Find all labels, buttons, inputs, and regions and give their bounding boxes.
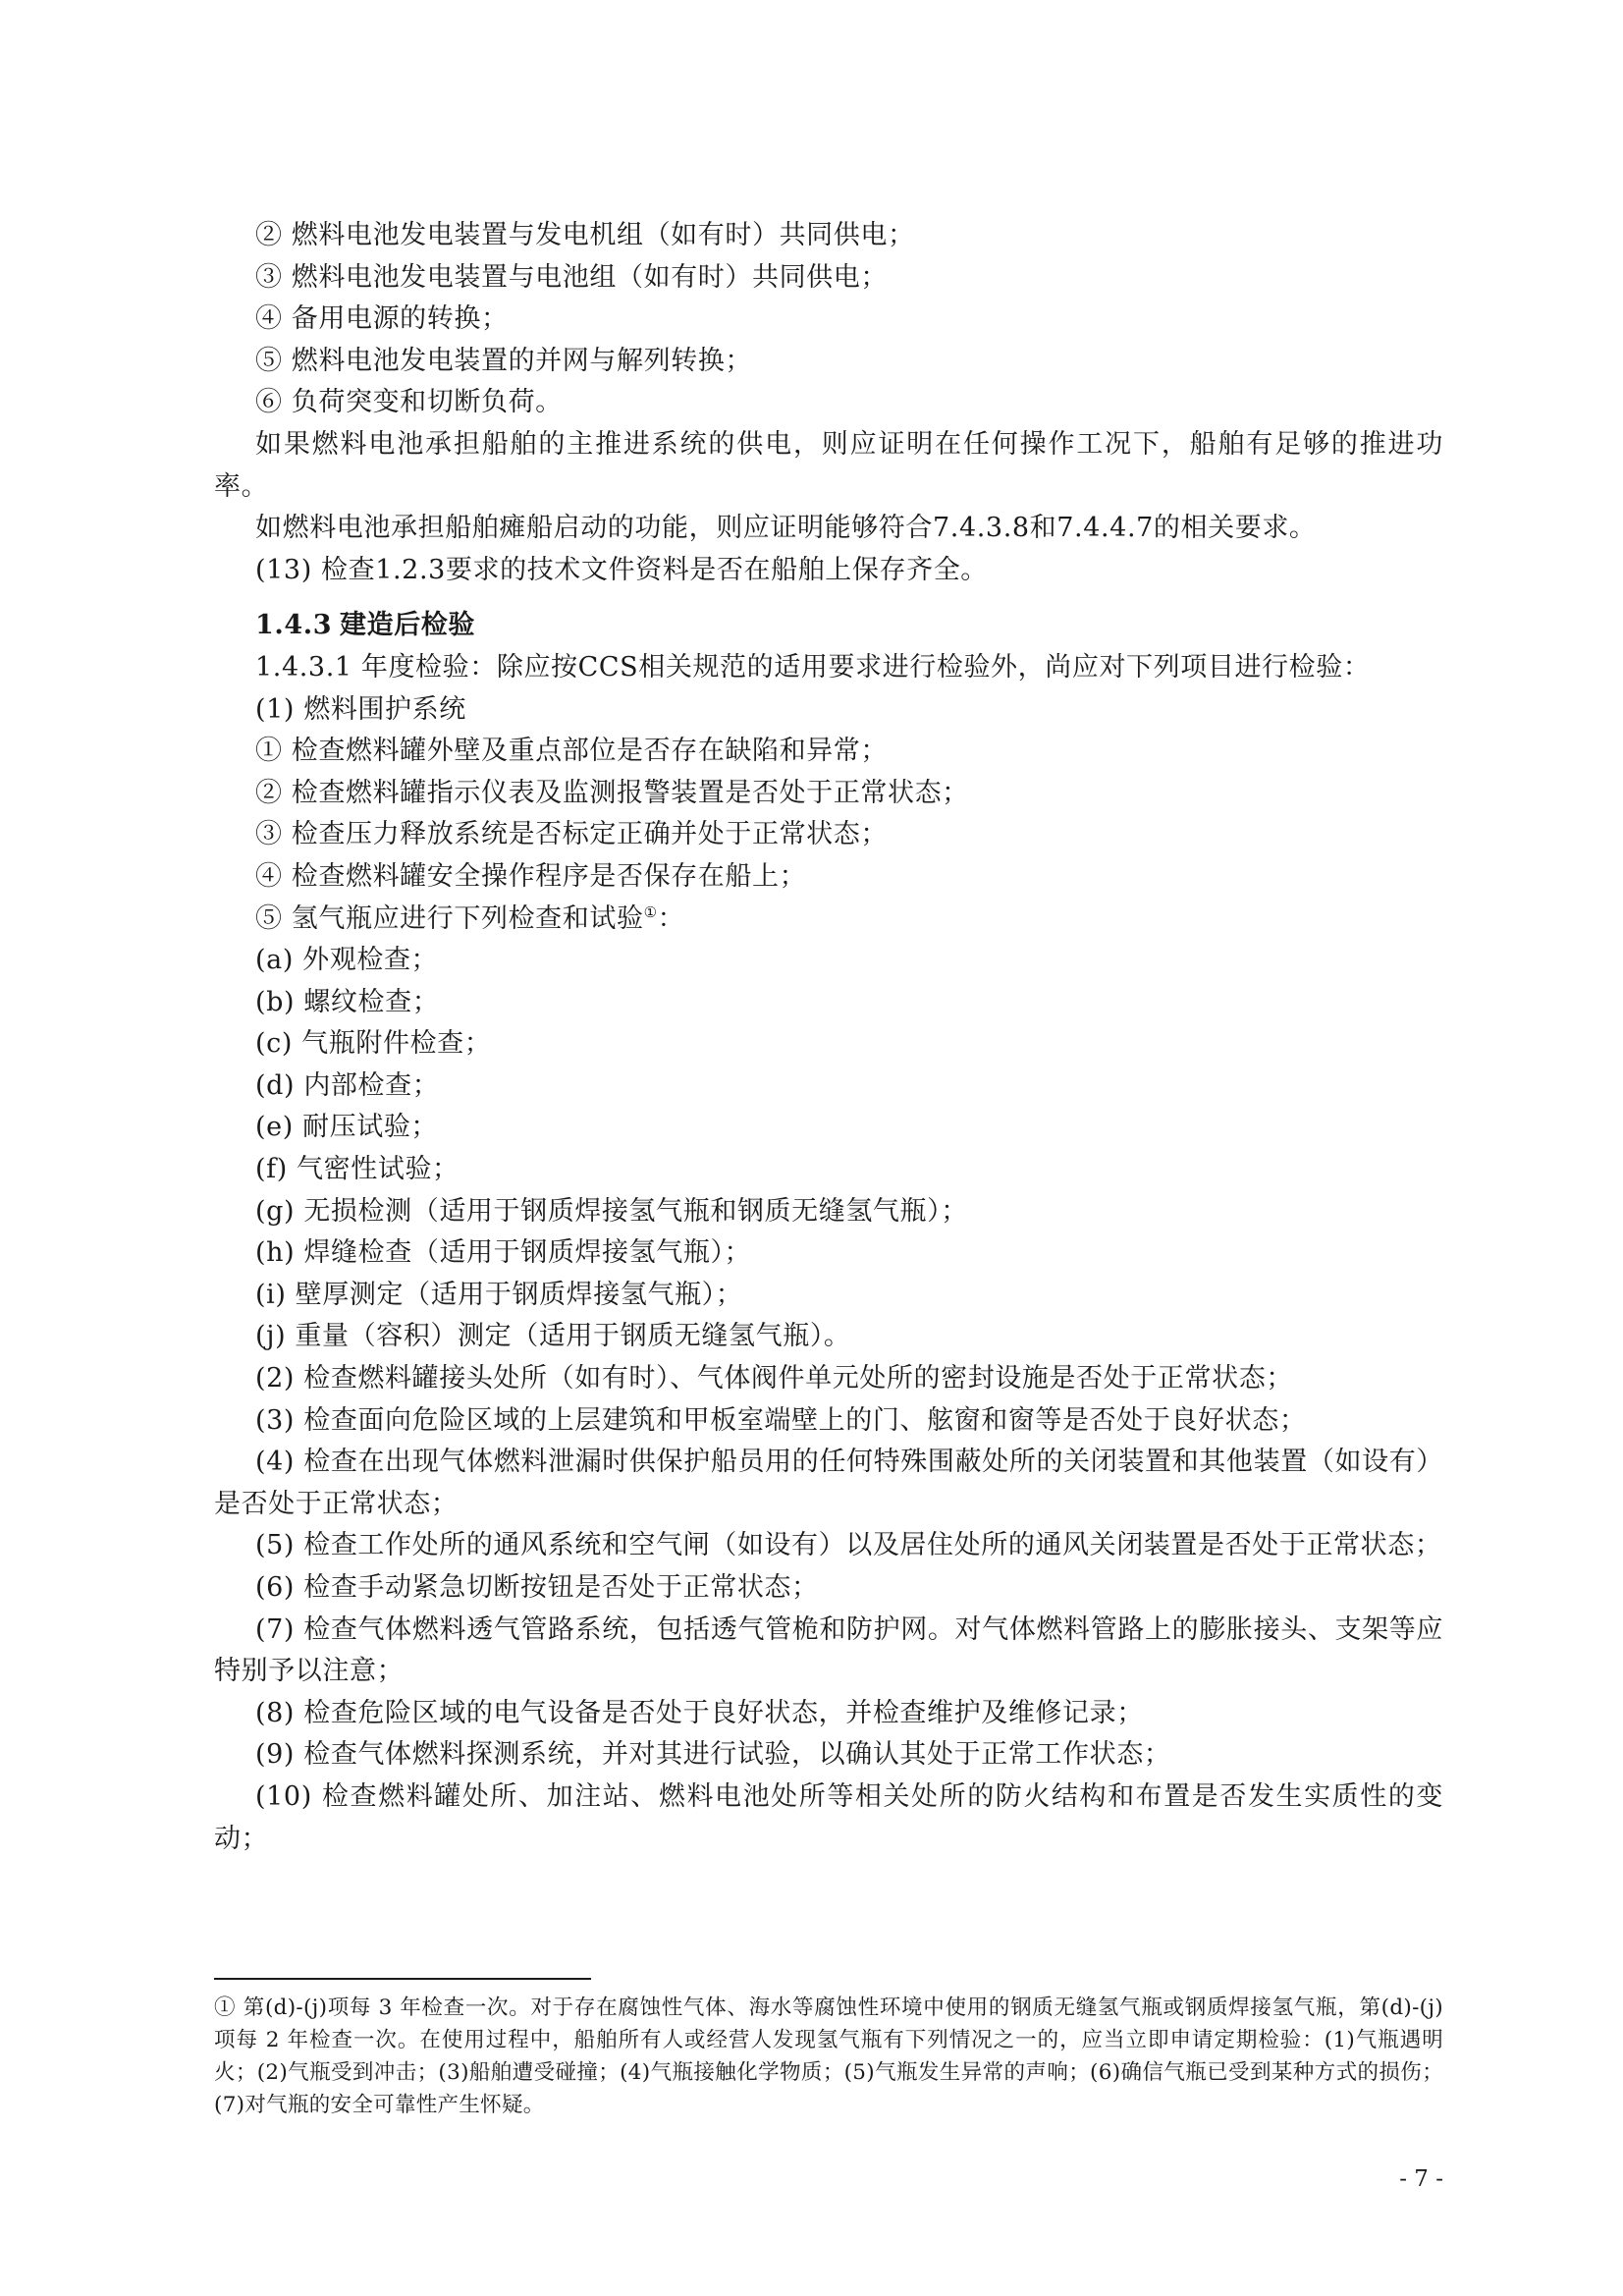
list-item: ④ 检查燃料罐安全操作程序是否保存在船上；	[255, 860, 807, 892]
list-item: ③ 检查压力释放系统是否标定正确并处于正常状态；	[255, 819, 888, 850]
footnote-separator	[214, 1978, 591, 1980]
sub-list-item: (b) 螺纹检查；	[255, 986, 440, 1017]
check-item: (8) 检查危险区域的电气设备是否处于良好状态，并检查维护及维修记录；	[255, 1697, 1144, 1728]
paragraph-propulsion: 如果燃料电池承担船舶的主推进系统的供电，则应证明在任何操作工况下，船舶有足够的推进功率。	[214, 428, 1443, 502]
list-item-hydrogen-cylinders	[214, 899, 1443, 941]
list-item: ⑤ 燃料电池发电装置的并网与解列转换；	[255, 345, 752, 376]
list-item-text: ⑤ 氢气瓶应进行下列检查和试验	[255, 902, 644, 934]
list-item: ① 检查燃料罐外壁及重点部位是否存在缺陷和异常；	[255, 736, 888, 767]
list-item: ② 检查燃料罐指示仪表及监测报警装置是否处于正常状态；	[255, 777, 969, 808]
sub-list-item: (c) 气瓶附件检查；	[255, 1028, 492, 1060]
section-heading	[214, 605, 1443, 647]
check-item: (3) 检查面向危险区域的上层建筑和甲板室端壁上的门、舷窗和窗等是否处于良好状态；	[255, 1404, 1307, 1436]
check-item: (9) 检查气体燃料探测系统，并对其进行试验，以确认其处于正常工作状态；	[255, 1739, 1171, 1771]
page-body	[214, 215, 1443, 1860]
check-item: (4) 检查在出现气体燃料泄漏时供保护船员用的任何特殊围蔽处所的关闭装置和其他装置（如设有）是否处于正常状态；	[214, 1447, 1443, 1519]
check-item: (7) 检查气体燃料透气管路系统，包括透气管桅和防护网。对气体燃料管路上的膨胀接头、支架等应特别予以注意；	[214, 1613, 1443, 1687]
footnote: ① 第(d)-(j)项每 3 年检查一次。对于存在腐蚀性气体、海水等腐蚀性环境中使用的钢质无缝氢气瓶或钢质焊接氢气瓶，第(d)-(j)项每 2 年检查一次。在使用过程中，船舶所有人或经营人发现氢气瓶有下列情况之一的，应当立即申请定期检验：(1)气瓶遇明火；(2)气瓶受到冲击；(3)船舶遭受碰撞；(4)气瓶接触化学物质；(5)气瓶发生异常的声响；(6)确信气瓶已受到某种方式的损伤；(7)对气瓶的安全可靠性产生怀疑。	[214, 1995, 1443, 2117]
check-item: (5) 检查工作处所的通风系统和空气闸（如设有）以及居住处所的通风关闭装置是否处于正常状态；	[255, 1530, 1442, 1561]
sub-list-item: (g) 无损检测（适用于钢质焊接氢气瓶和钢质无缝氢气瓶）；	[255, 1195, 968, 1227]
sub-list-item: (h) 焊缝检查（适用于钢质焊接氢气瓶）；	[255, 1237, 752, 1269]
paragraph-item-13: (13) 检查1.2.3要求的技术文件资料是否在船舶上保存齐全。	[255, 554, 988, 585]
section-title: 建造后检验	[340, 610, 475, 641]
list-item: ⑥ 负荷突变和切断负荷。	[255, 387, 563, 418]
sub-list-item: (i) 壁厚测定（适用于钢质焊接氢气瓶）；	[255, 1279, 743, 1310]
check-item: (6) 检查手动紧急切断按钮是否处于正常状态；	[255, 1572, 819, 1603]
sub-list-item: (e) 耐压试验；	[255, 1112, 439, 1143]
list-item: ④ 备用电源的转换；	[255, 303, 509, 335]
sub-list-item: (d) 内部检查；	[255, 1069, 440, 1101]
paragraph-deadship-start: 如燃料电池承担船舶瘫船启动的功能，则应证明能够符合7.4.3.8和7.4.4.7的相关要求。	[255, 513, 1317, 544]
list-item: ③ 燃料电池发电装置与电池组（如有时）共同供电；	[255, 261, 888, 293]
footnote-reference[interactable]: ①	[643, 902, 658, 921]
list-item: ② 燃料电池发电装置与发电机组（如有时）共同供电；	[255, 220, 915, 250]
list-item-suffix: ：	[657, 902, 685, 934]
annual-survey-intro: 1.4.3.1 年度检验：除应按CCS相关规范的适用要求进行检验外，尚应对下列项目进行检验：	[255, 651, 1371, 683]
sub-list-item: (f) 气密性试验；	[255, 1154, 460, 1185]
fuel-containment-heading: (1) 燃料围护系统	[255, 693, 466, 725]
sub-list-item: (j) 重量（容积）测定（适用于钢质无缝氢气瓶）。	[255, 1321, 851, 1352]
check-item: (2) 检查燃料罐接头处所（如有时）、气体阀件单元处所的密封设施是否处于正常状态；	[255, 1363, 1293, 1394]
check-item: (10) 检查燃料罐处所、加注站、燃料电池处所等相关处所的防火结构和布置是否发生实质性的变动；	[214, 1780, 1443, 1854]
section-number: 1.4.3	[255, 610, 333, 641]
sub-list-item: (a) 外观检查；	[255, 945, 439, 976]
page-number: - 7 -	[1399, 2166, 1443, 2192]
